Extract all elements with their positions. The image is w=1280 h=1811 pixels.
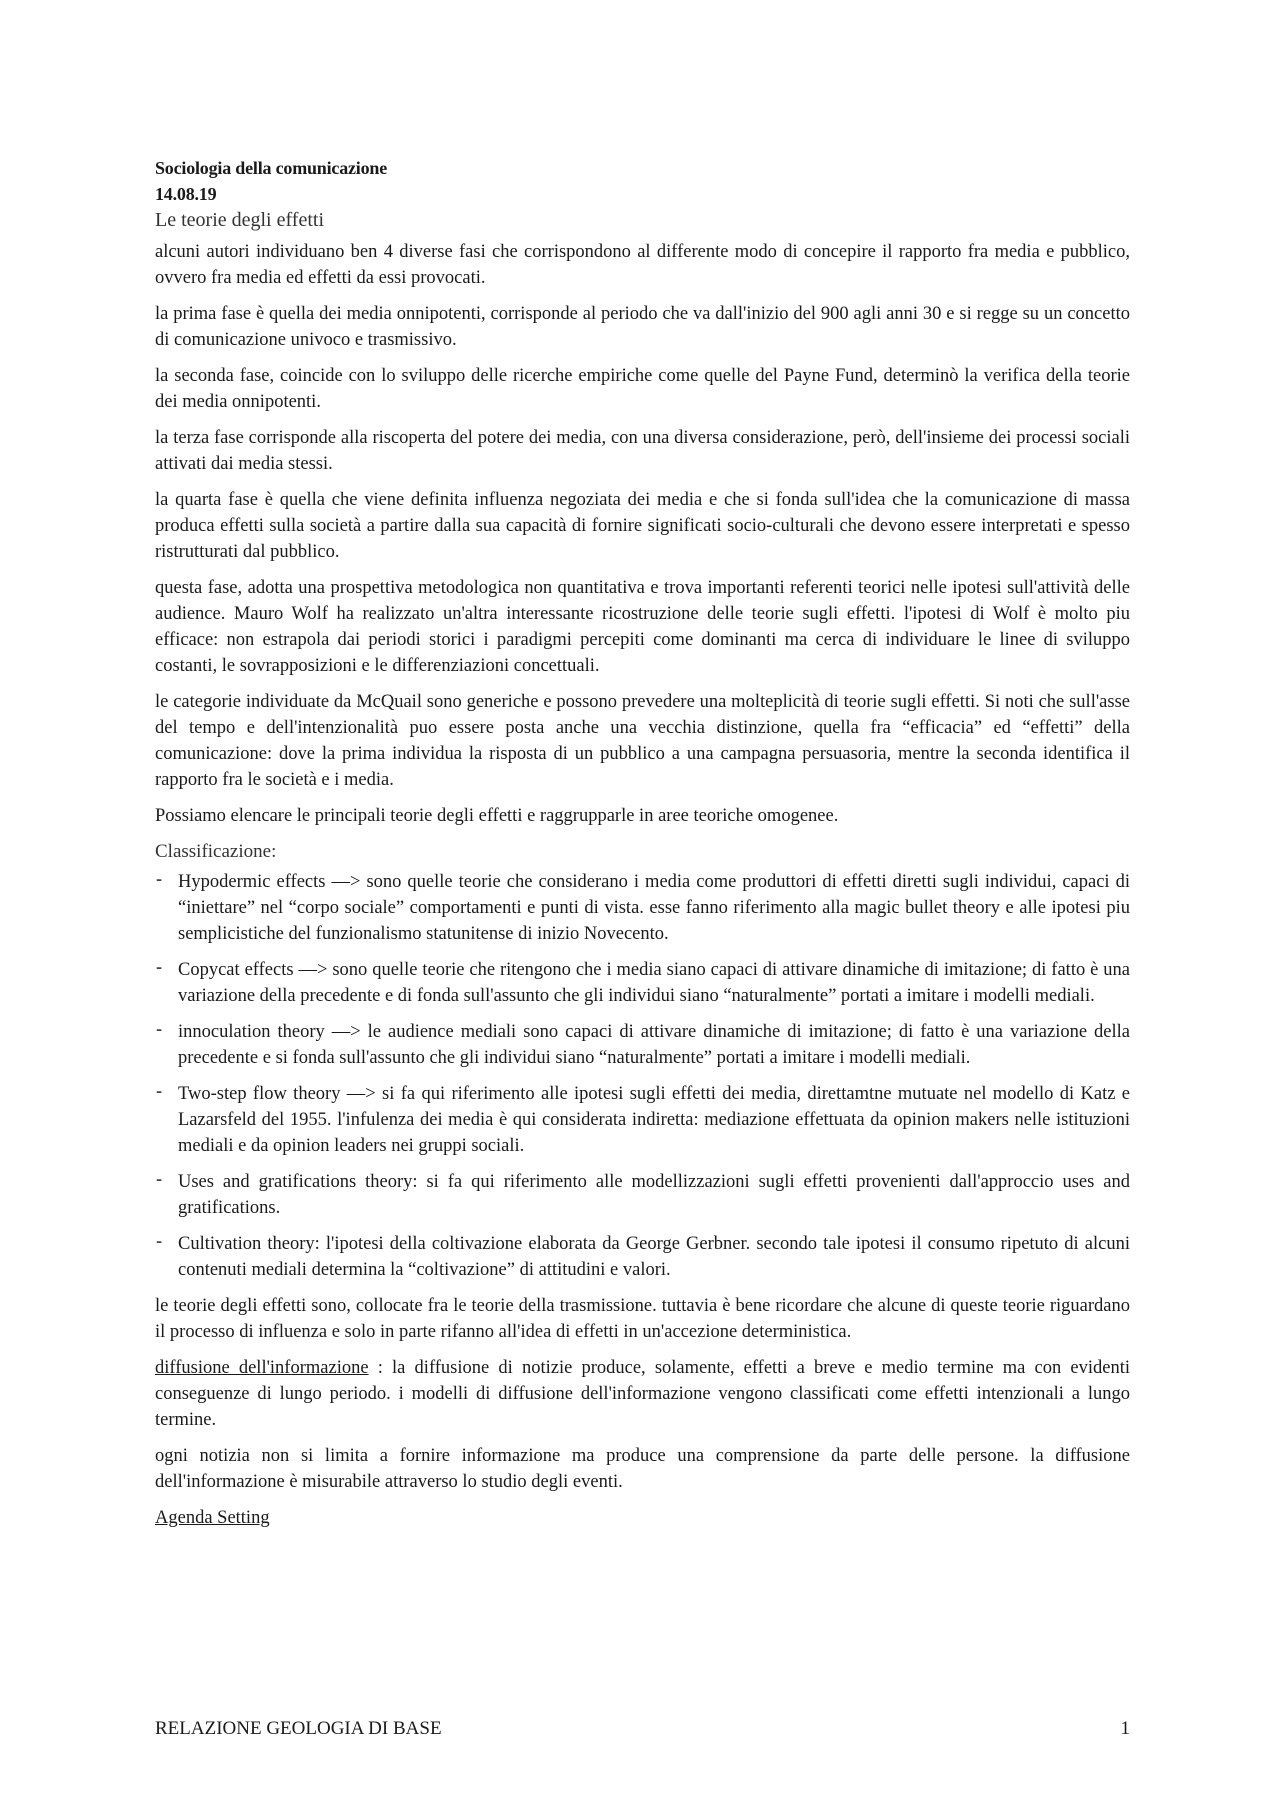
paragraph: le categorie individuate da McQuail sono generiche e possono prevedere una molteplicità di teorie sugli effetti. Si noti che sull'asse del tempo e dell'intenzionalità puo essere posta anche una vecchia distinzione, quella fra “efficacia” ed “effetti” della comunicazione: dove la prima individua la risposta di un pubblico a una campagna persuasoria, mentre la seconda identifica il rapporto fra le società e i media.: [155, 692, 1130, 790]
list-item-text: Hypodermic effects —> sono quelle teorie che considerano i media come produttori di effetti diretti sugli individui, capaci di “iniettare” nel “corpo sociale” comportamenti e punti di vista. esse fanno riferimento alla magic bullet theory e alle ipotesi piu semplicistiche del funzionalismo statunitense di inizio Novecento.: [178, 872, 1130, 944]
paragraph: Possiamo elencare le principali teorie degli effetti e raggrupparle in aree teoriche omogenee.: [155, 806, 839, 826]
list-item-text: Cultivation theory: l'ipotesi della coltivazione elaborata da George Gerbner. secondo tale ipotesi il consumo ripetuto di alcuni contenuti mediali determina la “coltivazione” di attitudini e valori.: [178, 1234, 1130, 1280]
document-title: Sociologia della comunicazione: [155, 158, 387, 178]
bullet-marker: ⁃: [155, 873, 163, 890]
document-date: 14.08.19: [155, 184, 217, 204]
paragraph: la seconda fase, coincide con lo sviluppo delle ricerche empiriche come quelle del Payne Fund, determinò la verifica della teorie dei media onnipotenti.: [155, 366, 1130, 412]
list-item: [155, 1231, 1130, 1283]
paragraph: la prima fase è quella dei media onnipotenti, corrisponde al periodo che va dall'inizio del 900 agli anni 30 e si regge su un concetto di comunicazione univoco e trasmissivo.: [155, 304, 1130, 350]
list-item: [155, 1081, 1130, 1159]
list-item: [155, 1019, 1130, 1071]
theory-list: [155, 869, 1130, 1283]
diffusione-paragraph: [155, 1355, 1130, 1433]
list-item-text: Uses and gratifications theory: si fa qui riferimento alle modellizzazioni sugli effetti provenienti dall'approccio uses and gratifications.: [178, 1172, 1130, 1218]
diffusione-text: : la diffusione di notizie produce, solamente, effetti a breve e medio termine ma con evidenti conseguenze di lungo periodo. i modelli di diffusione dell'informazione vengono classificati come effetti intenzionali a lungo termine.: [155, 1358, 1130, 1430]
bullet-marker: ⁃: [155, 1085, 163, 1102]
list-item: [155, 869, 1130, 947]
paragraph: questa fase, adotta una prospettiva metodologica non quantitativa e trova importanti referenti teorici nelle ipotesi sull'attività delle audience. Mauro Wolf ha realizzato un'altra interessante ricostruzione delle teorie sugli effetti. l'ipotesi di Wolf è molto piu efficace: non estrapola dai periodi storici i paradigmi percepiti come dominanti ma cerca di individuare le linee di sviluppo costanti, le sovrapposizioni e le differenziazioni concettuali.: [155, 578, 1130, 676]
list-item: [155, 957, 1130, 1009]
paragraph: le teorie degli effetti sono, collocate fra le teorie della trasmissione. tuttavia è bene ricordare che alcune di queste teorie riguardano il processo di influenza e solo in parte rifanno all'idea di effetti in un'accezione deterministica.: [155, 1296, 1130, 1342]
document-page: [155, 155, 1130, 1541]
page-footer: [155, 1718, 1130, 1740]
list-item-text: Copycat effects —> sono quelle teorie che ritengono che i media siano capaci di attivare dinamiche di imitazione; di fatto è una variazione della precedente e di fonda sull'assunto che gli individui siano “naturalmente” portati a imitare i modelli mediali.: [178, 960, 1130, 1006]
paragraph: la terza fase corrisponde alla riscoperta del potere dei media, con una diversa considerazione, però, dell'insieme dei processi sociali attivati dai media stessi.: [155, 428, 1130, 474]
bullet-marker: ⁃: [155, 1023, 163, 1040]
paragraph: la quarta fase è quella che viene definita influenza negoziata dei media e che si fonda sull'idea che la comunicazione di massa produca effetti sulla società a partire dalla sua capacità di fornire significati socio-culturali che devono essere interpretati e spesso ristrutturati dal pubblico.: [155, 490, 1130, 562]
paragraph: ogni notizia non si limita a fornire informazione ma produce una comprensione da parte delle persone. la diffusione dell'informazione è misurabile attraverso lo studio degli eventi.: [155, 1446, 1130, 1492]
classification-label: Classificazione:: [155, 841, 277, 862]
bullet-marker: ⁃: [155, 961, 163, 978]
diffusione-heading: diffusione dell'informazione: [155, 1358, 369, 1378]
page-number: 1: [1120, 1718, 1130, 1739]
list-item-text: innoculation theory —> le audience mediali sono capaci di attivare dinamiche di imitazione; di fatto è una variazione della precedente e si fonda sull'assunto che gli individui siano “naturalmente” portati a imitare i modelli mediali.: [178, 1022, 1130, 1068]
bullet-marker: ⁃: [155, 1173, 163, 1190]
document-subtitle: Le teorie degli effetti: [155, 209, 324, 231]
paragraph: alcuni autori individuano ben 4 diverse fasi che corrispondono al differente modo di concepire il rapporto fra media e pubblico, ovvero fra media ed effetti da essi provocati.: [155, 242, 1130, 288]
agenda-setting-heading: Agenda Setting: [155, 1508, 270, 1528]
bullet-marker: ⁃: [155, 1235, 163, 1252]
list-item-text: Two-step flow theory —> si fa qui riferimento alle ipotesi sugli effetti dei media, direttamtne mutuate nel modello di Katz e Lazarsfeld del 1955. l'infulenza dei media è qui considerata indiretta: mediazione effettuata da opinion makers nelle istituzioni mediali e da opinion leaders nei gruppi sociali.: [178, 1084, 1130, 1156]
list-item: [155, 1169, 1130, 1221]
footer-title: RELAZIONE GEOLOGIA DI BASE: [155, 1718, 442, 1739]
